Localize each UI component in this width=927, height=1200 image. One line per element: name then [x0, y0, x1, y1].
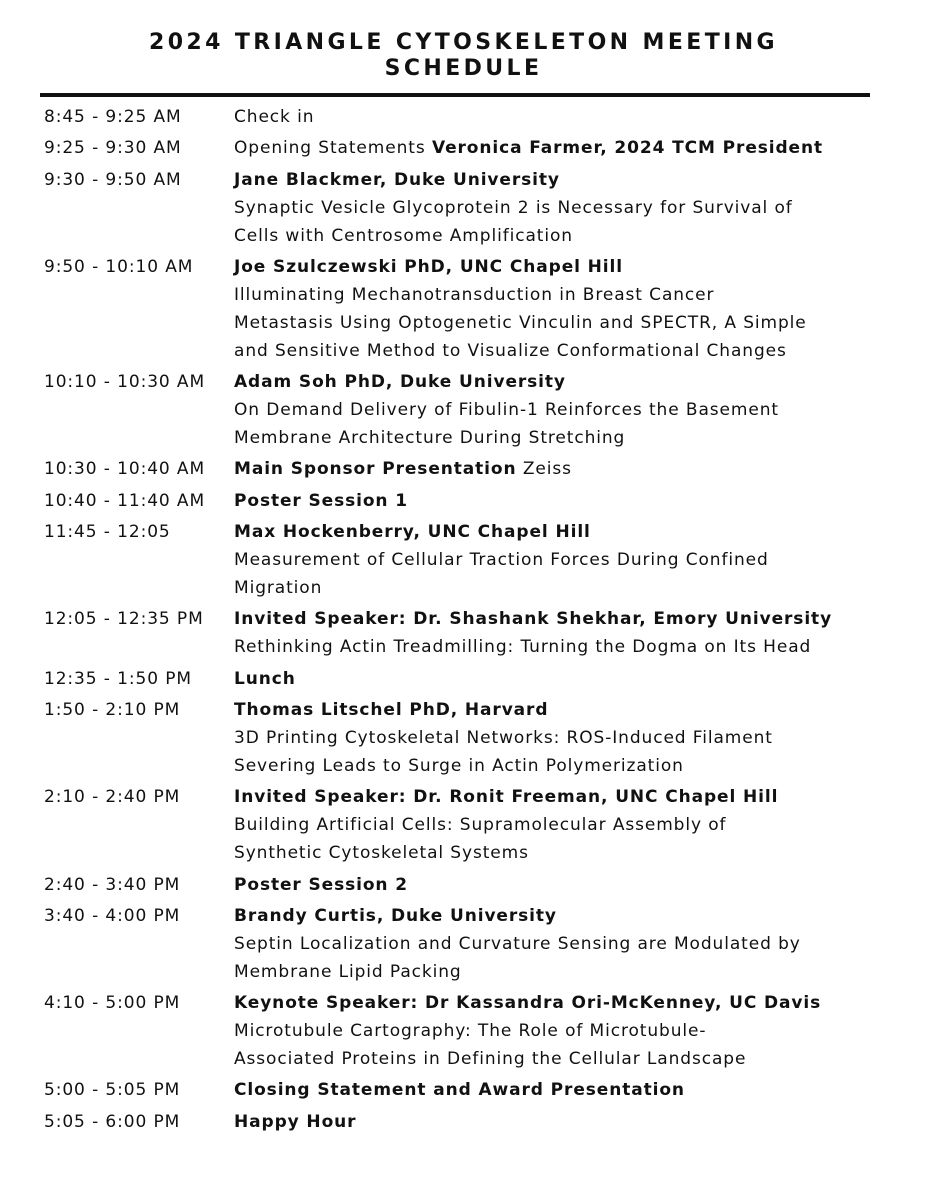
- speaker-name: Jane Blackmer, Duke University: [234, 169, 560, 190]
- session-content: [234, 605, 874, 661]
- schedule-row-poster-2: [44, 871, 874, 899]
- sponsor-name: Zeiss: [522, 459, 572, 480]
- time-slot: 3:40 - 4:00 PM: [44, 905, 181, 926]
- talk-title-line: Illuminating Mechanotransduction in Breast Cancer: [234, 284, 715, 305]
- speaker-name: Keynote Speaker: Dr Kassandra Ori-McKenney, UC Davis: [234, 993, 822, 1014]
- speaker-name: Brandy Curtis, Duke University: [234, 905, 557, 926]
- talk-title-line: Rethinking Actin Treadmilling: Turning the Dogma on Its Head: [234, 637, 812, 658]
- time-slot: 10:30 - 10:40 AM: [44, 459, 206, 480]
- talk-title-line: Microtubule Cartography: The Role of Microtubule-: [234, 1021, 707, 1042]
- title-divider: [40, 93, 870, 97]
- time-slot: 9:25 - 9:30 AM: [44, 138, 182, 159]
- session-content: [234, 455, 874, 483]
- schedule-row-keynote: [44, 989, 874, 1073]
- schedule-row-talk: [44, 253, 874, 365]
- session-content: [234, 134, 874, 162]
- time-slot: 5:05 - 6:00 PM: [44, 1111, 181, 1132]
- talk-title-line: 3D Printing Cytoskeletal Networks: ROS-Induced Filament: [234, 727, 773, 748]
- talk-title-line: Associated Proteins in Defining the Cellular Landscape: [234, 1049, 747, 1070]
- session-title: Lunch: [234, 668, 296, 689]
- time-slot: 10:40 - 11:40 AM: [44, 490, 206, 511]
- schedule-row-talk: [44, 902, 874, 986]
- schedule-row-poster-1: [44, 487, 874, 515]
- time-slot: 4:10 - 5:00 PM: [44, 993, 181, 1014]
- session-title: Poster Session 2: [234, 874, 408, 895]
- session-title: Poster Session 1: [234, 490, 408, 511]
- time-slot: 1:50 - 2:10 PM: [44, 699, 181, 720]
- talk-title-line: Severing Leads to Surge in Actin Polymerization: [234, 755, 684, 776]
- session-content: [234, 665, 874, 693]
- time-slot: 2:10 - 2:40 PM: [44, 787, 181, 808]
- session-content: [234, 166, 874, 250]
- session-content: [234, 1108, 874, 1136]
- time-slot: 5:00 - 5:05 PM: [44, 1080, 181, 1101]
- session-title: Main Sponsor Presentation: [234, 459, 517, 480]
- schedule-row-sponsor: [44, 455, 874, 483]
- session-content: [234, 518, 874, 602]
- session-content: [234, 989, 874, 1073]
- speaker-name: Thomas Litschel PhD, Harvard: [234, 699, 549, 720]
- speaker-name: Max Hockenberry, UNC Chapel Hill: [234, 522, 591, 543]
- time-slot: 12:05 - 12:35 PM: [44, 609, 204, 630]
- speaker-name: Invited Speaker: Dr. Ronit Freeman, UNC Chapel Hill: [234, 787, 779, 808]
- schedule-row-talk: [44, 605, 874, 661]
- session-title: Happy Hour: [234, 1111, 357, 1132]
- session-content: [234, 487, 874, 515]
- session-content: [234, 902, 874, 986]
- schedule-row-talk: [44, 368, 874, 452]
- speaker-name: Adam Soh PhD, Duke University: [234, 372, 566, 393]
- session-content: [234, 368, 874, 452]
- session-line: [234, 134, 874, 162]
- talk-title-line: Metastasis Using Optogenetic Vinculin and SPECTR, A Simple: [234, 312, 807, 333]
- session-content: [234, 253, 874, 365]
- talk-title-line: Membrane Architecture During Stretching: [234, 428, 626, 449]
- title-line-1: 2024 TRIANGLE CYTOSKELETON MEETING: [149, 30, 778, 55]
- schedule-row-talk: [44, 696, 874, 780]
- session-text: Opening Statements: [234, 138, 426, 159]
- talk-title-line: Synaptic Vesicle Glycoprotein 2 is Necessary for Survival of: [234, 197, 793, 218]
- session-text: Check in: [234, 107, 315, 127]
- talk-title-line: Measurement of Cellular Traction Forces During Confined: [234, 550, 769, 571]
- talk-title-line: Membrane Lipid Packing: [234, 961, 462, 982]
- session-line: [234, 455, 874, 483]
- session-content: [234, 1076, 874, 1104]
- time-slot: 9:50 - 10:10 AM: [44, 256, 194, 277]
- schedule-row-talk: [44, 518, 874, 602]
- session-title: Closing Statement and Award Presentation: [234, 1080, 685, 1101]
- page-title: [0, 30, 927, 82]
- schedule-row-check-in: [44, 103, 874, 131]
- session-content: [234, 103, 874, 131]
- presenter-name: Veronica Farmer, 2024 TCM President: [431, 138, 824, 159]
- time-slot: 10:10 - 10:30 AM: [44, 372, 206, 393]
- talk-title-line: Building Artificial Cells: Supramolecular Assembly of: [234, 815, 727, 836]
- schedule-row-closing: [44, 1076, 874, 1104]
- schedule-row-talk: [44, 783, 874, 867]
- session-content: [234, 783, 874, 867]
- speaker-name: Invited Speaker: Dr. Shashank Shekhar, Emory University: [234, 609, 833, 630]
- talk-title-line: Septin Localization and Curvature Sensing are Modulated by: [234, 933, 801, 954]
- talk-title-line: Synthetic Cytoskeletal Systems: [234, 843, 529, 864]
- talk-title-line: Migration: [234, 578, 323, 599]
- talk-title-line: On Demand Delivery of Fibulin-1 Reinforces the Basement: [234, 400, 779, 421]
- speaker-name: Joe Szulczewski PhD, UNC Chapel Hill: [234, 256, 623, 277]
- schedule-row-talk: [44, 166, 874, 250]
- schedule-list: [44, 103, 874, 1139]
- time-slot: 8:45 - 9:25 AM: [44, 107, 182, 127]
- time-slot: 11:45 - 12:05: [44, 522, 171, 543]
- schedule-row-opening: [44, 134, 874, 162]
- time-slot: 2:40 - 3:40 PM: [44, 874, 181, 895]
- title-line-2: SCHEDULE: [384, 56, 543, 81]
- time-slot: 12:35 - 1:50 PM: [44, 668, 192, 689]
- session-content: [234, 871, 874, 899]
- schedule-row-happy-hour: [44, 1108, 874, 1136]
- time-slot: 9:30 - 9:50 AM: [44, 169, 182, 190]
- talk-title-line: and Sensitive Method to Visualize Conformational Changes: [234, 340, 787, 361]
- schedule-row-lunch: [44, 665, 874, 693]
- session-content: [234, 696, 874, 780]
- talk-title-line: Cells with Centrosome Amplification: [234, 225, 573, 246]
